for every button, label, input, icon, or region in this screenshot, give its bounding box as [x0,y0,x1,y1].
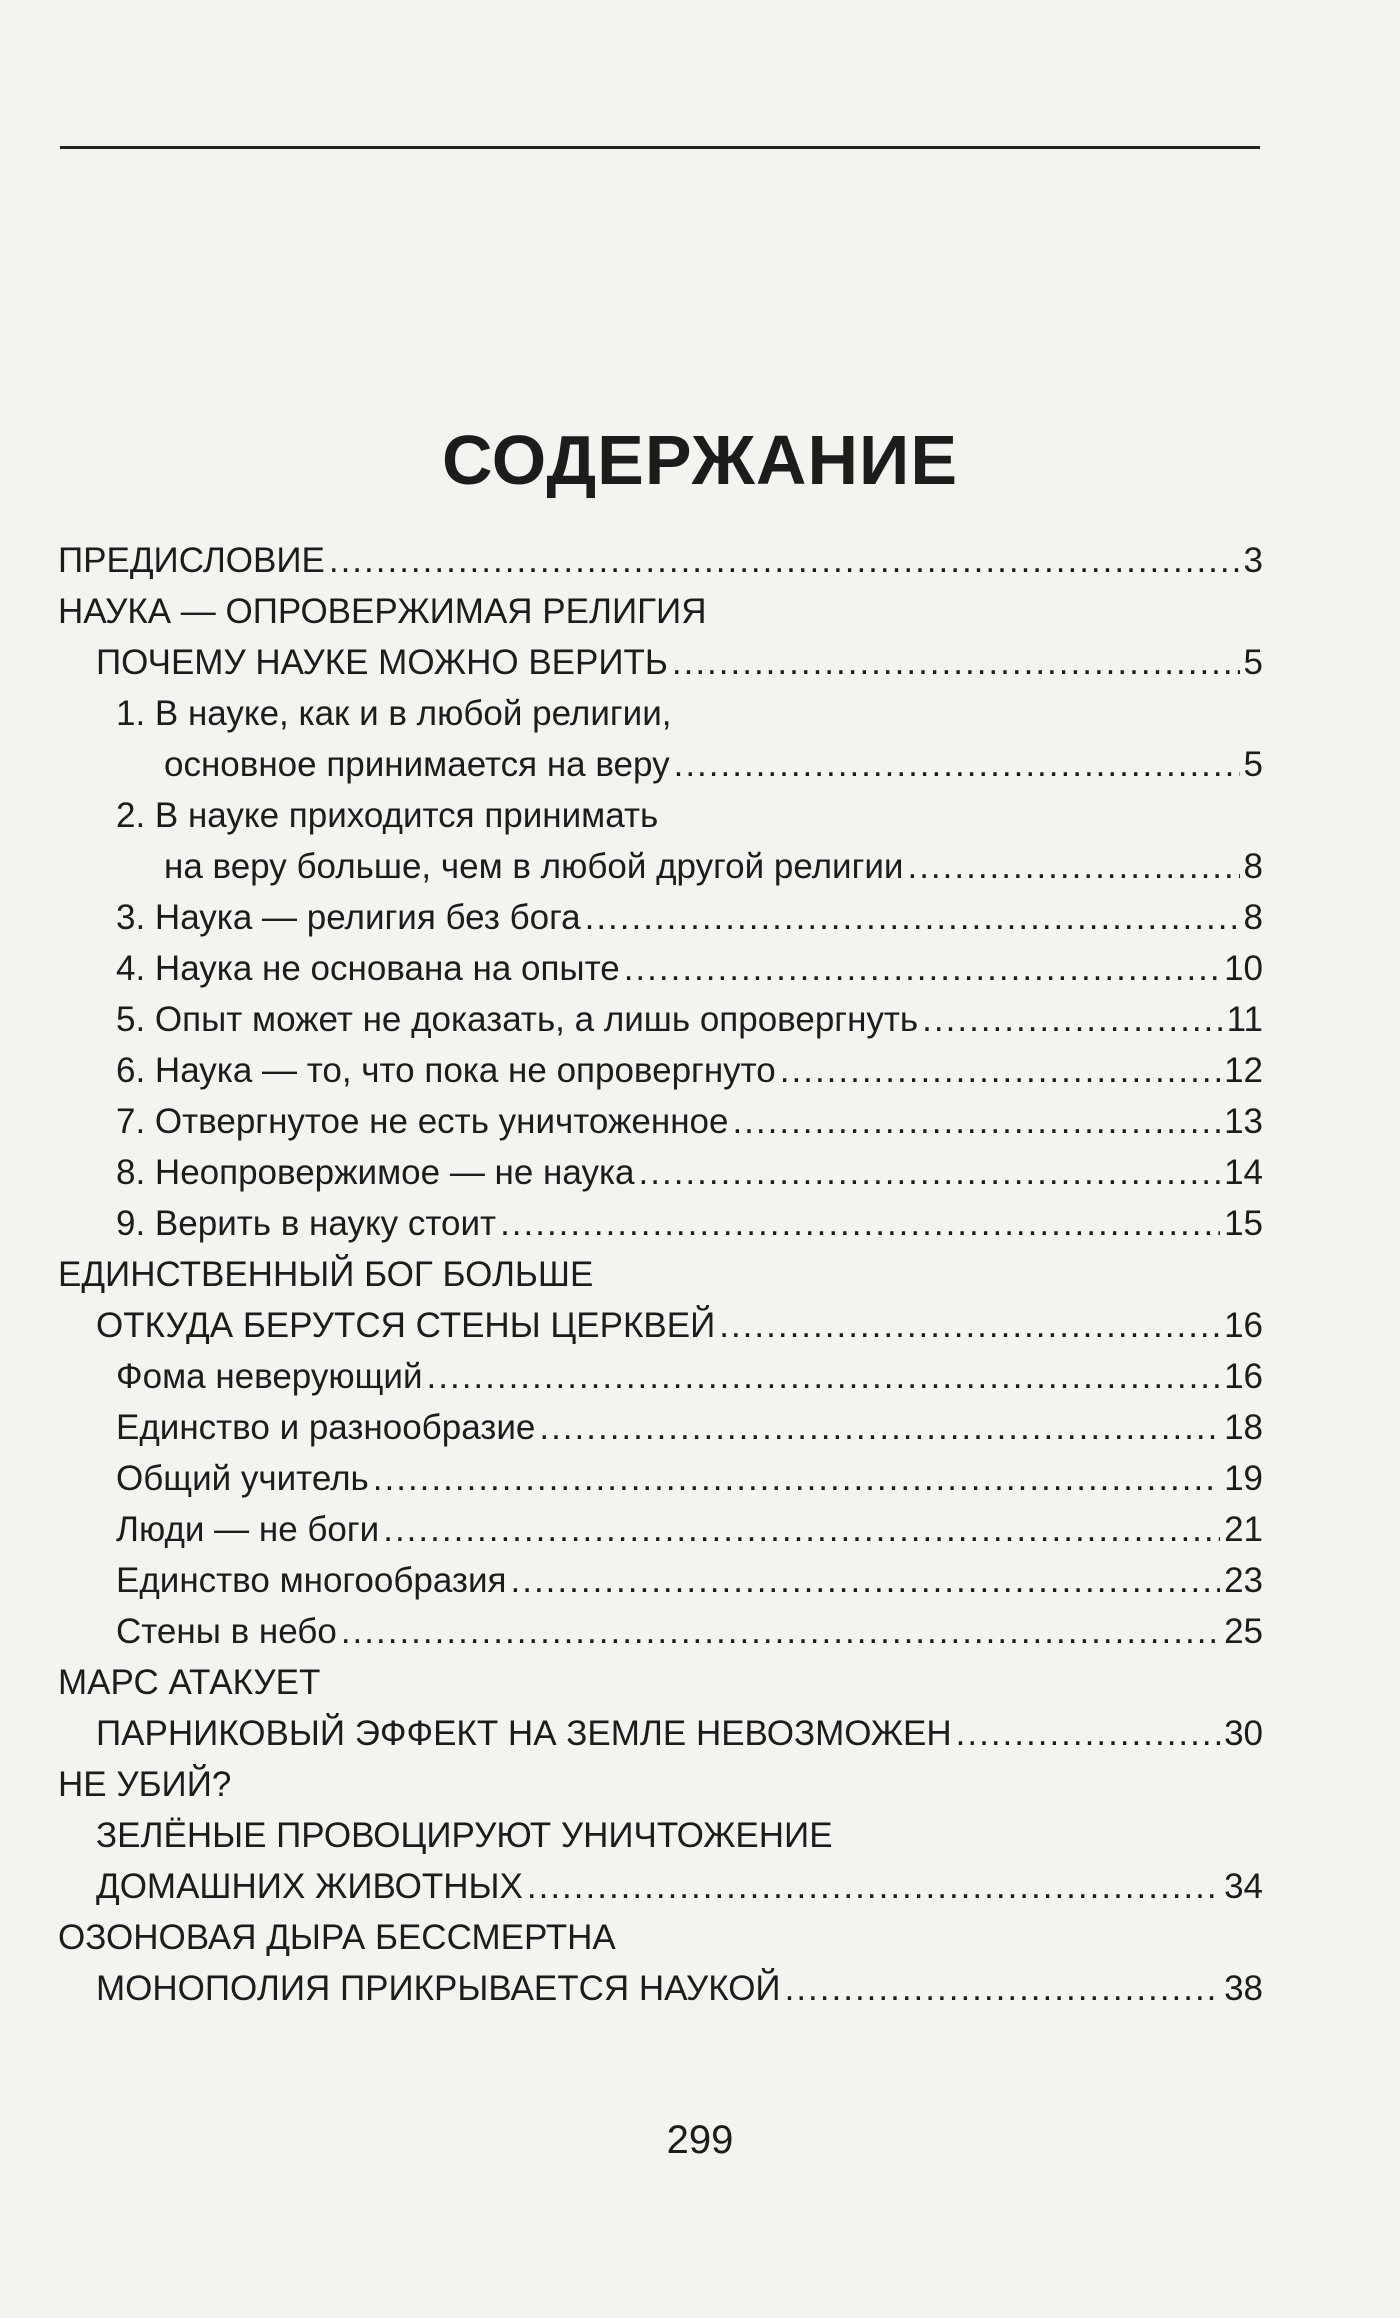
toc-entry [58,1861,1263,1912]
toc-entry-title: на веру больше, чем в любой другой религии [164,847,904,886]
toc-entry [58,1555,1263,1606]
page-number: 299 [666,2118,734,2162]
toc-entry-title: ПОЧЕМУ НАУКЕ МОЖНО ВЕРИТЬ [96,643,668,682]
toc-leader-dots [373,1453,1220,1504]
toc-entry-title: ПАРНИКОВЫЙ ЭФФЕКТ НА ЗЕМЛЕ НЕВОЗМОЖЕН [96,1714,952,1753]
toc-leader-dots [624,943,1220,994]
toc-entry-title: Стены в небо [116,1612,337,1651]
toc-entry-page: 12 [1224,1051,1263,1090]
table-of-contents [58,535,1263,2014]
toc-entry [58,1504,1263,1555]
toc-entry-page: 8 [1243,847,1263,886]
toc-entry [58,688,1263,739]
toc-entry-page: 14 [1224,1153,1263,1192]
toc-entry-page: 38 [1224,1969,1263,2008]
toc-leader-dots [341,1606,1220,1657]
toc-entry-page: 30 [1224,1714,1263,1753]
toc-entry-title: 7. Отвергнутое не есть уничтоженное [116,1102,729,1141]
toc-entry-title: ДОМАШНИХ ЖИВОТНЫХ [96,1867,523,1906]
toc-entry-title: МАРС АТАКУЕТ [58,1663,321,1702]
toc-entry [58,1300,1263,1351]
toc-entry-title: 9. Верить в науку стоит [116,1204,497,1243]
toc-entry [58,1147,1263,1198]
toc-entry-title: Люди — не боги [116,1510,380,1549]
toc-entry [58,1606,1263,1657]
toc-entry [58,1096,1263,1147]
toc-entry-title: Общий учитель [116,1459,369,1498]
toc-entry [58,535,1263,586]
toc-entry-title: Фома неверующий [116,1357,423,1396]
toc-entry-title: НЕ УБИЙ? [58,1765,232,1804]
toc-entry-page: 18 [1224,1408,1263,1447]
toc-entry-title: 2. В науке приходится принимать [116,796,659,835]
toc-leader-dots [639,1147,1221,1198]
toc-leader-dots [527,1861,1220,1912]
toc-entry-title: 5. Опыт может не доказать, а лишь опровергнуть [116,1000,919,1039]
toc-entry-title: Единство многообразия [116,1561,507,1600]
toc-entry-page: 16 [1224,1357,1263,1396]
toc-entry [58,1912,1263,1963]
toc-entry-title: ЗЕЛЁНЫЕ ПРОВОЦИРУЮТ УНИЧТОЖЕНИЕ [96,1816,833,1855]
toc-leader-dots [780,1045,1220,1096]
toc-entry-page: 3 [1243,541,1263,580]
toc-entry-title: 6. Наука — то, что пока не опровергнуто [116,1051,776,1090]
toc-entry-title: Единство и разнообразие [116,1408,536,1447]
toc-leader-dots [329,535,1240,586]
toc-entry-page: 11 [1226,1000,1263,1039]
toc-entry [58,841,1263,892]
toc-entry-title: ЕДИНСТВЕННЫЙ БОГ БОЛЬШЕ [58,1255,594,1294]
toc-entry [58,1657,1263,1708]
toc-entry [58,1351,1263,1402]
toc-entry [58,1198,1263,1249]
toc-entry [58,943,1263,994]
toc-entry [58,790,1263,841]
toc-entry [58,1810,1263,1861]
toc-entry-page: 23 [1224,1561,1263,1600]
toc-entry [58,892,1263,943]
toc-leader-dots [732,1096,1220,1147]
toc-entry-page: 5 [1243,643,1263,682]
toc-entry-page: 8 [1243,898,1263,937]
toc-leader-dots [511,1555,1221,1606]
toc-entry [58,637,1263,688]
toc-entry-title: ПРЕДИСЛОВИЕ [58,541,325,580]
page-title: СОДЕРЖАНИЕ [441,421,959,499]
toc-entry-page: 19 [1224,1459,1263,1498]
toc-entry-title: ОТКУДА БЕРУТСЯ СТЕНЫ ЦЕРКВЕЙ [96,1306,716,1345]
toc-leader-dots [427,1351,1221,1402]
toc-entry [58,1963,1263,2014]
toc-leader-dots [922,994,1222,1045]
toc-entry-title: 4. Наука не основана на опыте [116,949,620,988]
toc-entry [58,994,1263,1045]
toc-entry-page: 25 [1224,1612,1263,1651]
header-rule [60,146,1260,149]
toc-entry-page: 15 [1224,1204,1263,1243]
toc-entry-page: 21 [1224,1510,1263,1549]
toc-entry-title: основное принимается на веру [164,745,670,784]
toc-entry [58,1708,1263,1759]
toc-leader-dots [907,841,1239,892]
toc-entry [58,586,1263,637]
toc-entry [58,1453,1263,1504]
toc-leader-dots [500,1198,1220,1249]
toc-entry [58,1402,1263,1453]
toc-leader-dots [719,1300,1220,1351]
toc-leader-dots [956,1708,1220,1759]
toc-entry-page: 16 [1224,1306,1263,1345]
toc-leader-dots [383,1504,1220,1555]
toc-entry-title: 3. Наука — религия без бога [116,898,581,937]
toc-leader-dots [674,739,1240,790]
toc-entry [58,1249,1263,1300]
toc-entry-title: НАУКА — ОПРОВЕРЖИМАЯ РЕЛИГИЯ [58,592,707,631]
toc-entry-title: ОЗОНОВАЯ ДЫРА БЕССМЕРТНА [58,1918,616,1957]
toc-entry [58,1759,1263,1810]
toc-leader-dots [785,1963,1220,2014]
toc-entry [58,739,1263,790]
toc-entry-title: 8. Неопровержимое — не наука [116,1153,635,1192]
toc-entry-page: 10 [1224,949,1263,988]
toc-entry-page: 34 [1224,1867,1263,1906]
toc-entry-page: 13 [1224,1102,1263,1141]
toc-entry-page: 5 [1243,745,1263,784]
toc-entry-title: 1. В науке, как и в любой религии, [116,694,672,733]
toc-leader-dots [539,1402,1220,1453]
toc-leader-dots [672,637,1240,688]
toc-entry-title: МОНОПОЛИЯ ПРИКРЫВАЕТСЯ НАУКОЙ [96,1969,781,2008]
toc-leader-dots [585,892,1240,943]
toc-entry [58,1045,1263,1096]
